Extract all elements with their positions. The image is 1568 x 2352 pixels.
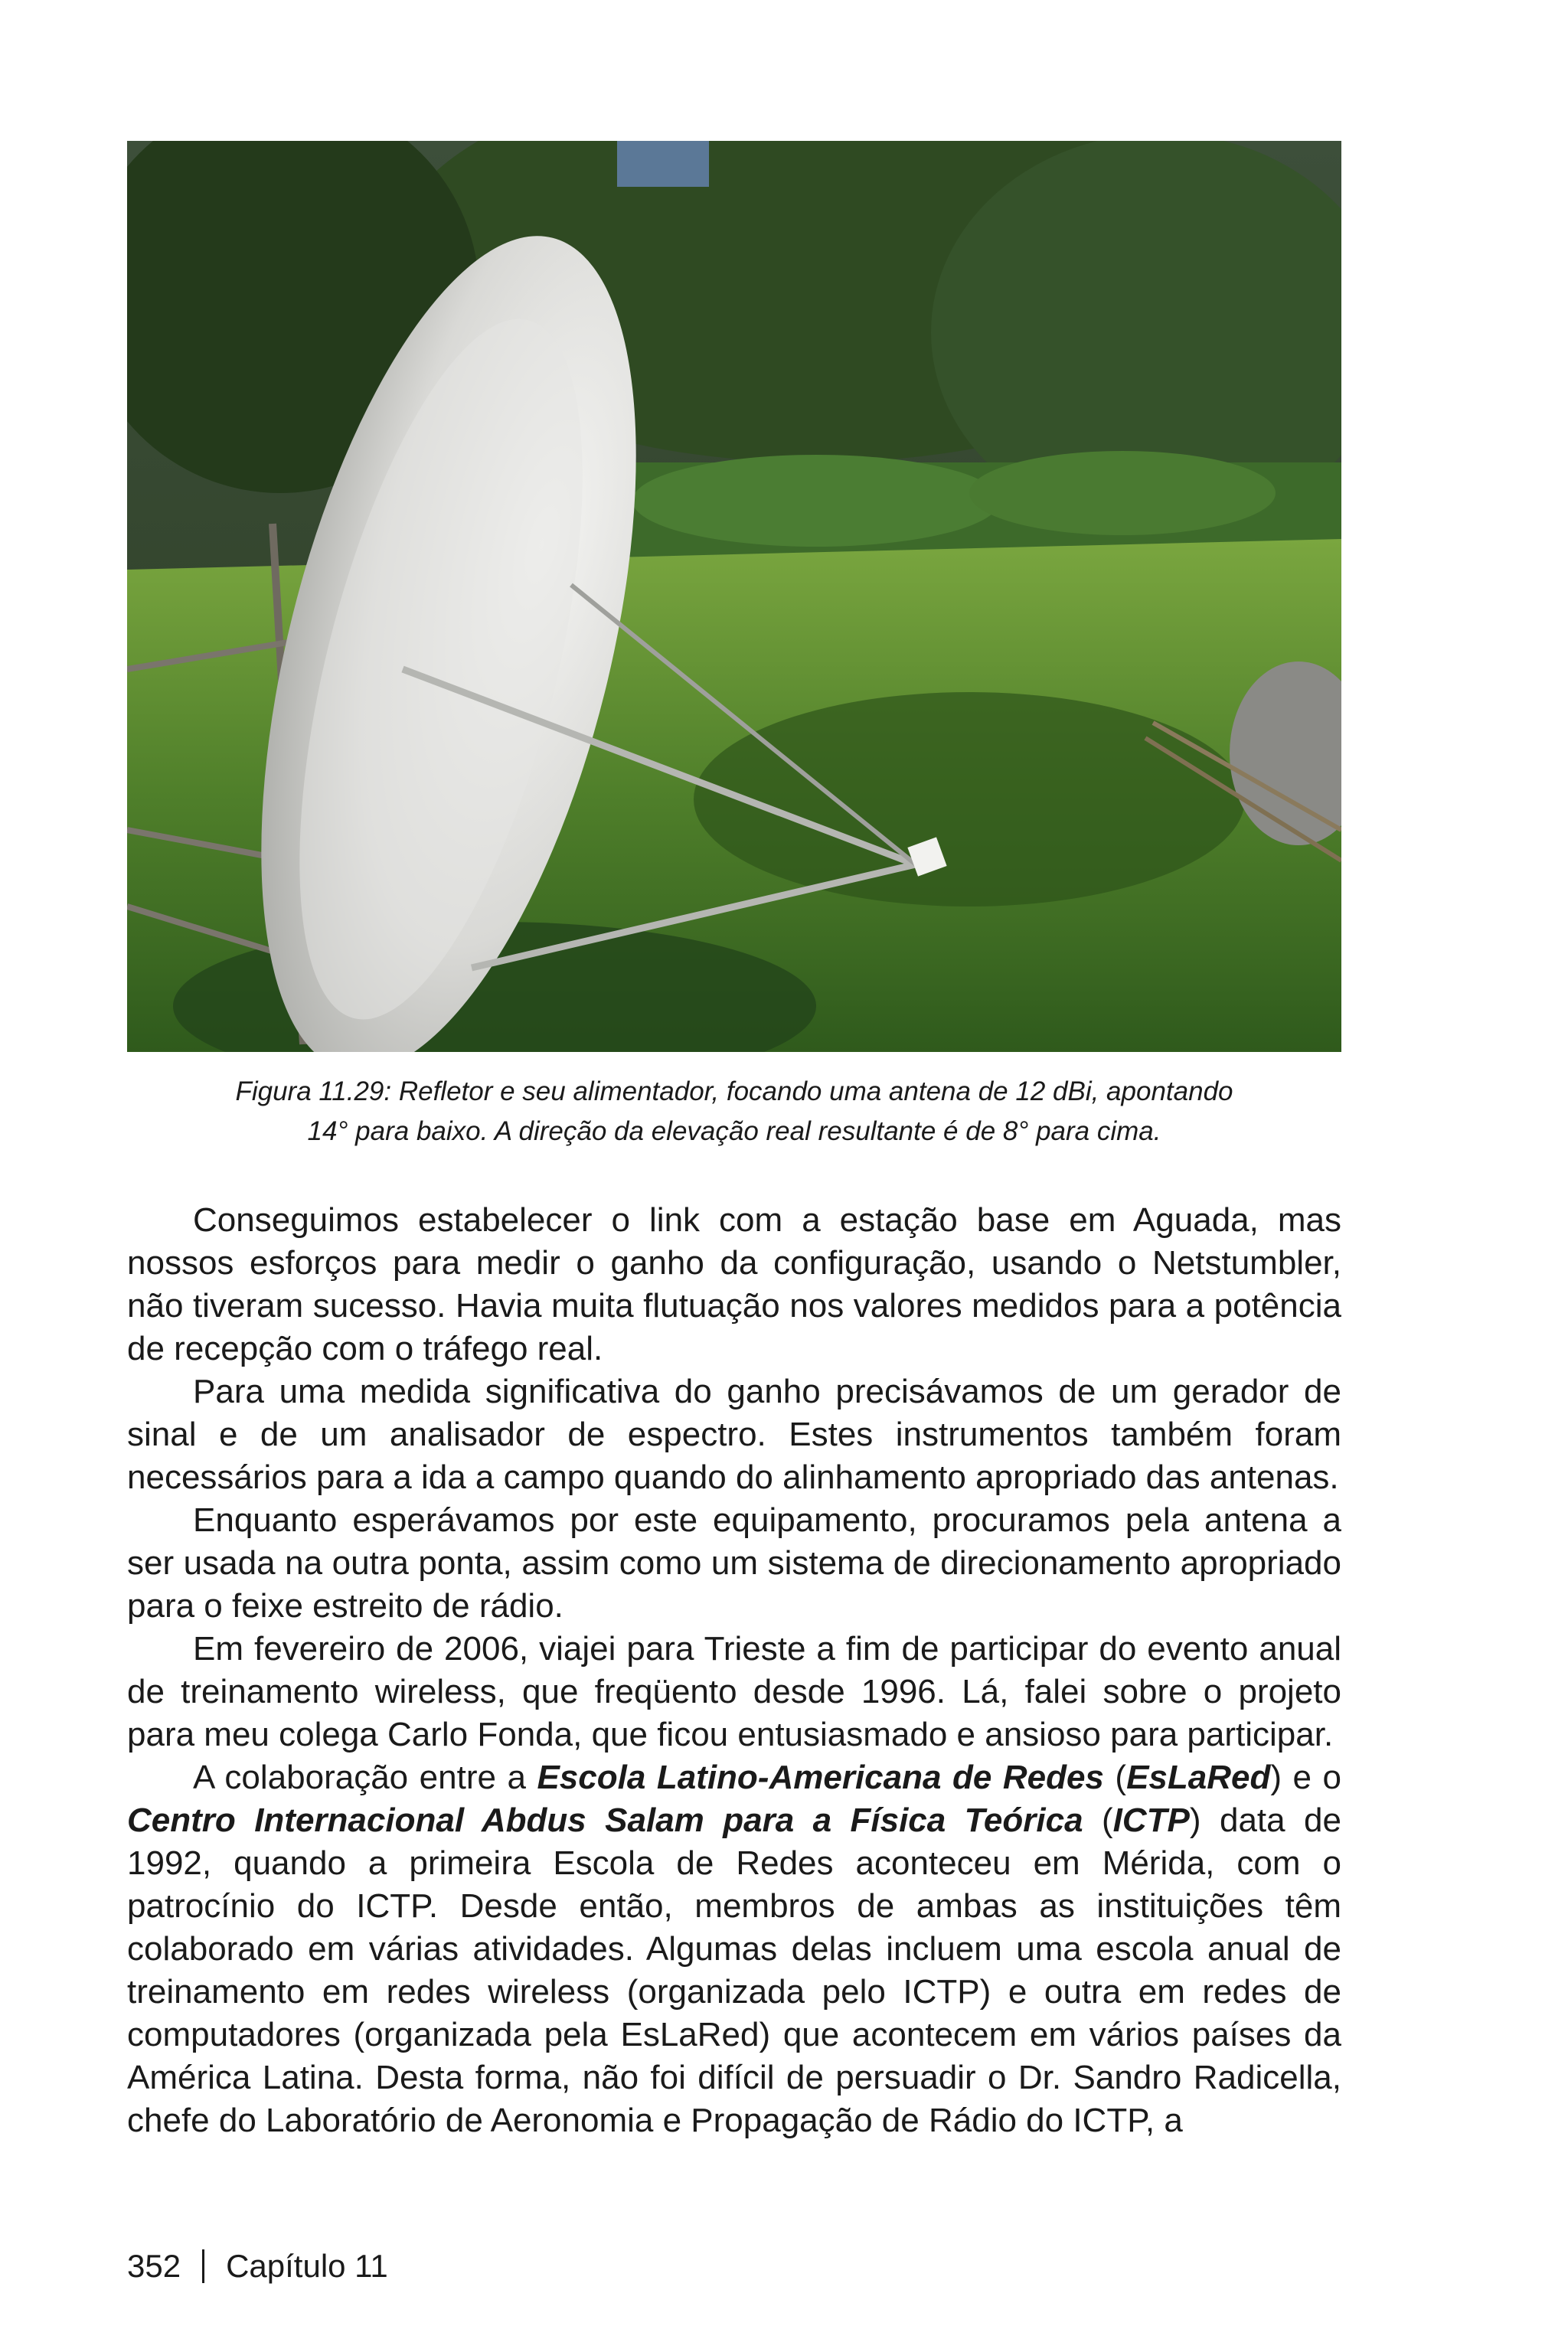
paragraph-4: Em fevereiro de 2006, viajei para Trieste a fim de participar do evento anual de treinamento wireless, que freqüento desde 1996. Lá, falei sobre o projeto para meu colega Carlo Fonda, que ficou entusiasmado e ansioso para participar.: [127, 1630, 1341, 1753]
eslared-full-name: Escola Latino-Americana de Redes: [537, 1759, 1104, 1796]
page-number: 352: [127, 2248, 181, 2284]
p5-text-1: A colaboração entre a: [193, 1759, 537, 1796]
p5-text-5: ) data de 1992, quando a primeira Escola de Redes aconteceu em Mérida, com o patrocínio do ICTP. Desde então, membros de ambas as instituições têm colaborado em várias atividades. Algumas delas incluem uma escola anual de treinamento em redes wireless (organizada pelo ICTP) e outra em redes de computadores (organizada pela EsLaRed) que acontecem em vários países da América Latina. Desta forma, não foi difícil de persuadir o Dr. Sandro Radicella, chefe do Laboratório de Aeronomia e Propagação de Rádio do ICTP, a: [127, 1802, 1341, 2139]
paragraph-2: Para uma medida significativa do ganho precisávamos de um gerador de sinal e de um analisador de espectro. Estes instrumentos também foram necessários para a ida a campo quando do alinhamento apropriado das antenas.: [127, 1373, 1341, 1496]
p5-text-4: (: [1083, 1802, 1113, 1839]
caption-line-1: Figura 11.29: Refletor e seu alimentador, focando uma antena de 12 dBi, apontando: [235, 1076, 1233, 1106]
figure-photo: [127, 141, 1341, 1052]
paragraph-3: Enquanto esperávamos por este equipamento, procuramos pela antena a ser usada na outra ponta, assim como um sistema de direcionamento apropriado para o feixe estreito de rádio.: [127, 1501, 1341, 1625]
paragraph-1: Conseguimos estabelecer o link com a estação base em Aguada, mas nossos esforços para medir o ganho da configuração, usando o Netstumbler, não tiveram sucesso. Havia muita flutuação nos valores medidos para a potência de recepção com o tráfego real.: [127, 1201, 1341, 1367]
eslared-acronym: EsLaRed: [1126, 1759, 1271, 1796]
ictp-full-name: Centro Internacional Abdus Salam para a Física Teórica: [127, 1802, 1083, 1839]
page-footer: [127, 2245, 388, 2288]
figure-caption: [127, 1072, 1341, 1152]
body-text: [127, 1199, 1341, 2142]
p5-text-2: (: [1103, 1759, 1127, 1796]
p5-text-3: ) e o: [1270, 1759, 1341, 1796]
paragraph-5: [127, 1756, 1341, 2142]
footer-separator: [202, 2249, 204, 2283]
caption-line-2: 14° para baixo. A direção da elevação real resultante é de 8° para cima.: [307, 1116, 1161, 1146]
reflector-dish-photo: [127, 141, 1341, 1052]
ictp-acronym: ICTP: [1112, 1802, 1190, 1839]
chapter-label: Capítulo 11: [226, 2248, 388, 2284]
